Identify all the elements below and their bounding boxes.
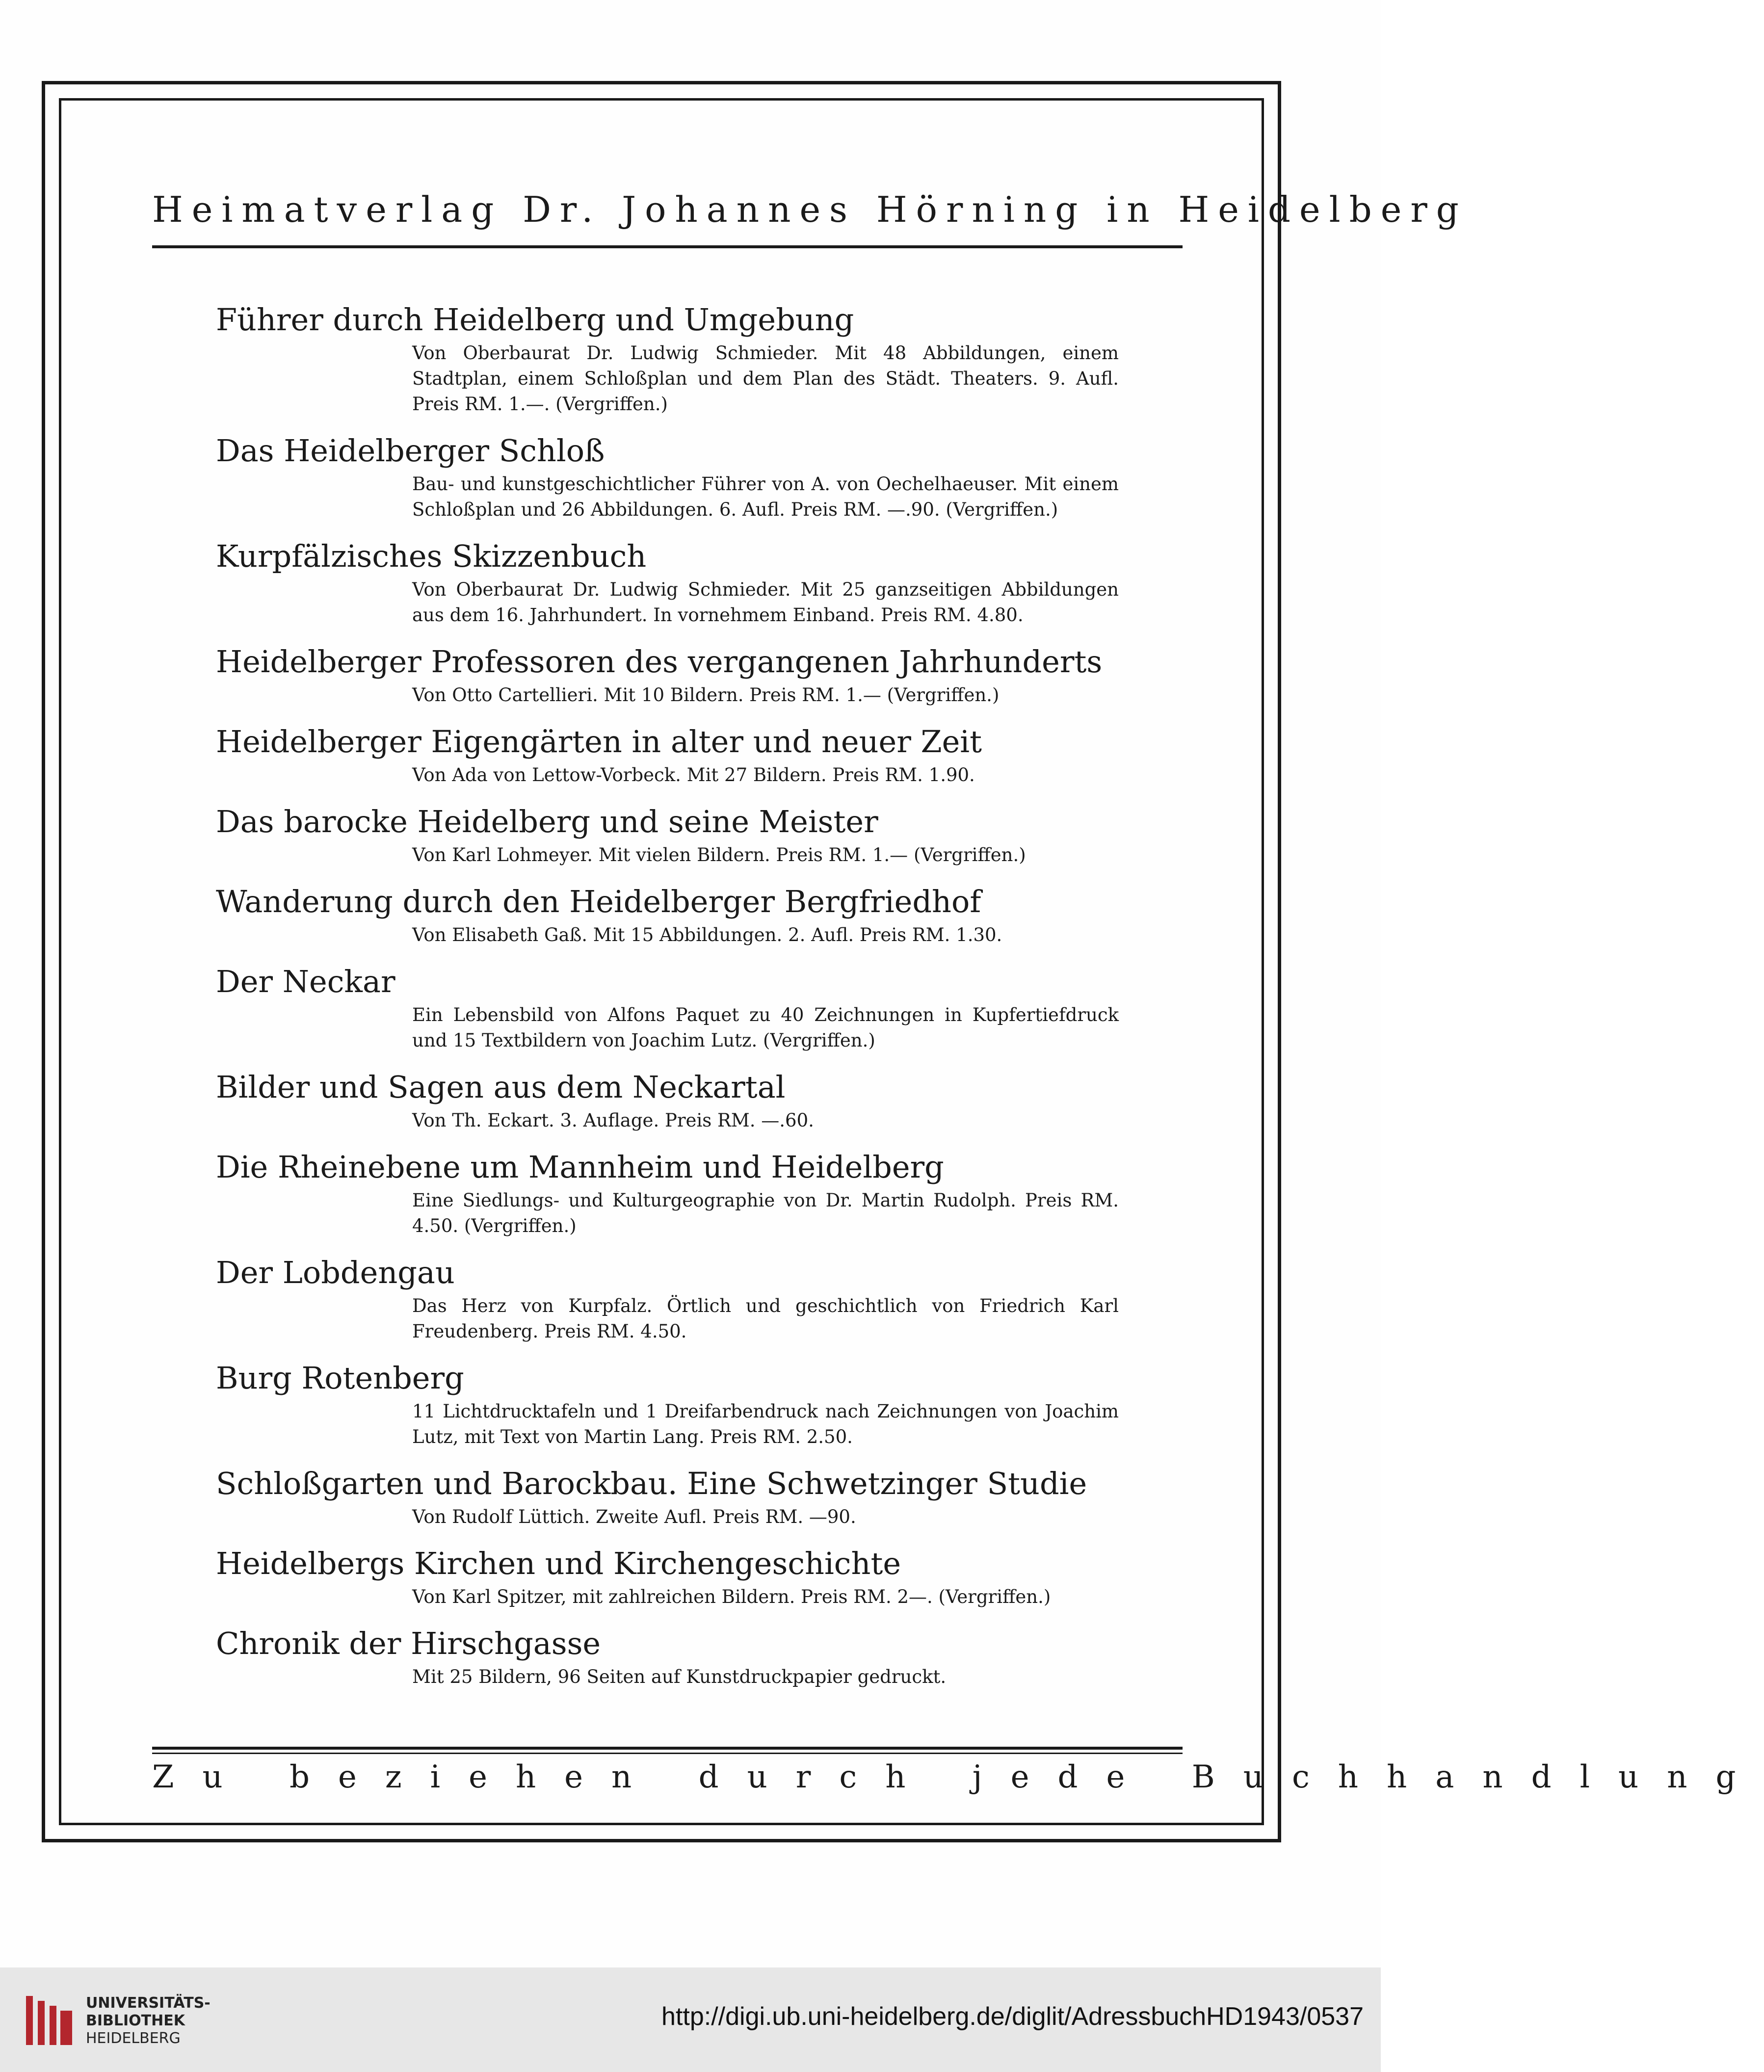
- book-description: Von Rudolf Lüttich. Zweite Aufl. Preis RM. —90.: [412, 1506, 856, 1527]
- book-entry: [216, 1623, 1119, 1690]
- library-name: UNIVERSITÄTS- BIBLIOTHEK HEIDELBERG: [86, 1994, 211, 2047]
- book-entry: [216, 536, 1119, 628]
- footer-rule-thin: [152, 1753, 1183, 1754]
- book-description: Das Herz von Kurpfalz. Örtlich und geschichtlich von Friedrich Karl Freudenberg. Preis RM. 4.50.: [412, 1295, 1119, 1342]
- book-description: Von Th. Eckart. 3. Auflage. Preis RM. —.60.: [412, 1110, 814, 1131]
- library-logo-icon: [22, 1991, 76, 2050]
- book-entry: [216, 430, 1119, 523]
- book-title: Der Neckar: [216, 964, 395, 999]
- book-entry: [216, 721, 1119, 788]
- book-title: Heidelbergs Kirchen und Kirchengeschichte: [216, 1546, 901, 1581]
- book-title: Führer durch Heidelberg und Umgebung: [216, 302, 854, 338]
- library-bar: [0, 1967, 1381, 2072]
- book-title: Bilder und Sagen aus dem Neckartal: [216, 1069, 786, 1105]
- book-description: Von Oberbaurat Dr. Ludwig Schmieder. Mit 48 Abbildungen, einem Stadtplan, einem Schloßplan und dem Plan des Städt. Theaters. 9. Aufl. Preis RM. 1.—. (Vergriffen.): [412, 342, 1119, 415]
- book-description: Eine Siedlungs- und Kulturgeographie von Dr. Martin Rudolph. Preis RM. 4.50. (Vergriffen.): [412, 1190, 1119, 1236]
- book-description: Von Elisabeth Gaß. Mit 15 Abbildungen. 2. Aufl. Preis RM. 1.30.: [412, 924, 1002, 945]
- book-title: Kurpfälzisches Skizzenbuch: [216, 538, 647, 574]
- book-title: Wanderung durch den Heidelberger Bergfriedhof: [216, 884, 981, 919]
- book-description: Ein Lebensbild von Alfons Paquet zu 40 Zeichnungen in Kupfertiefdruck und 15 Textbildern von Joachim Lutz. (Vergriffen.): [412, 1004, 1119, 1051]
- publisher-header: Heimatverlag Dr. Johannes Hörning in Heidelberg: [152, 189, 1468, 230]
- book-title: Schloßgarten und Barockbau. Eine Schwetzinger Studie: [216, 1466, 1087, 1501]
- source-url-link[interactable]: http://digi.ub.uni-heidelberg.de/diglit/AdressbuchHD1943/0537: [661, 2002, 1364, 2031]
- book-description: Von Karl Lohmeyer. Mit vielen Bildern. Preis RM. 1.— (Vergriffen.): [412, 844, 1026, 866]
- book-entry: [216, 1543, 1119, 1610]
- footer-note: Zu beziehen durch jede Buchhandlung: [152, 1759, 1764, 1795]
- book-title: Heidelberger Eigengärten in alter und neuer Zeit: [216, 724, 982, 760]
- book-entry: [216, 961, 1119, 1053]
- book-entry: [216, 1358, 1119, 1450]
- book-title: Das barocke Heidelberg und seine Meister: [216, 804, 878, 839]
- book-entry: [216, 1067, 1119, 1133]
- book-description: Mit 25 Bildern, 96 Seiten auf Kunstdruckpapier gedruckt.: [412, 1666, 947, 1687]
- book-title: Burg Rotenberg: [216, 1360, 464, 1396]
- book-description: Bau- und kunstgeschichtlicher Führer von A. von Oechelhaeuser. Mit einem Schloßplan und 26 Abbildungen. 6. Aufl. Preis RM. —.90. (Vergriffen.): [412, 473, 1119, 520]
- book-title: Die Rheinebene um Mannheim und Heidelberg: [216, 1149, 944, 1185]
- book-entry: [216, 1147, 1119, 1239]
- book-description: Von Karl Spitzer, mit zahlreichen Bildern. Preis RM. 2—. (Vergriffen.): [412, 1586, 1051, 1607]
- book-description: Von Otto Cartellieri. Mit 10 Bildern. Preis RM. 1.— (Vergriffen.): [412, 684, 1000, 706]
- book-description: Von Oberbaurat Dr. Ludwig Schmieder. Mit 25 ganzseitigen Abbildungen aus dem 16. Jahrhundert. In vornehmem Einband. Preis RM. 4.80.: [412, 579, 1119, 626]
- header-rule: [152, 245, 1183, 248]
- book-title: Das Heidelberger Schloß: [216, 433, 605, 469]
- book-entry: [216, 299, 1119, 417]
- book-title: Heidelberger Professoren des vergangenen Jahrhunderts: [216, 644, 1103, 680]
- book-list: [216, 299, 1119, 1703]
- book-entry: [216, 801, 1119, 868]
- book-title: Der Lobdengau: [216, 1255, 455, 1290]
- book-entry: [216, 881, 1119, 948]
- footer-rule: [152, 1747, 1183, 1750]
- book-entry: [216, 1463, 1119, 1530]
- book-description: Von Ada von Lettow-Vorbeck. Mit 27 Bildern. Preis RM. 1.90.: [412, 764, 975, 786]
- book-entry: [216, 1252, 1119, 1344]
- book-description: 11 Lichtdrucktafeln und 1 Dreifarbendruck nach Zeichnungen von Joachim Lutz, mit Text von Martin Lang. Preis RM. 2.50.: [412, 1401, 1119, 1447]
- book-entry: [216, 641, 1119, 708]
- book-title: Chronik der Hirschgasse: [216, 1626, 601, 1661]
